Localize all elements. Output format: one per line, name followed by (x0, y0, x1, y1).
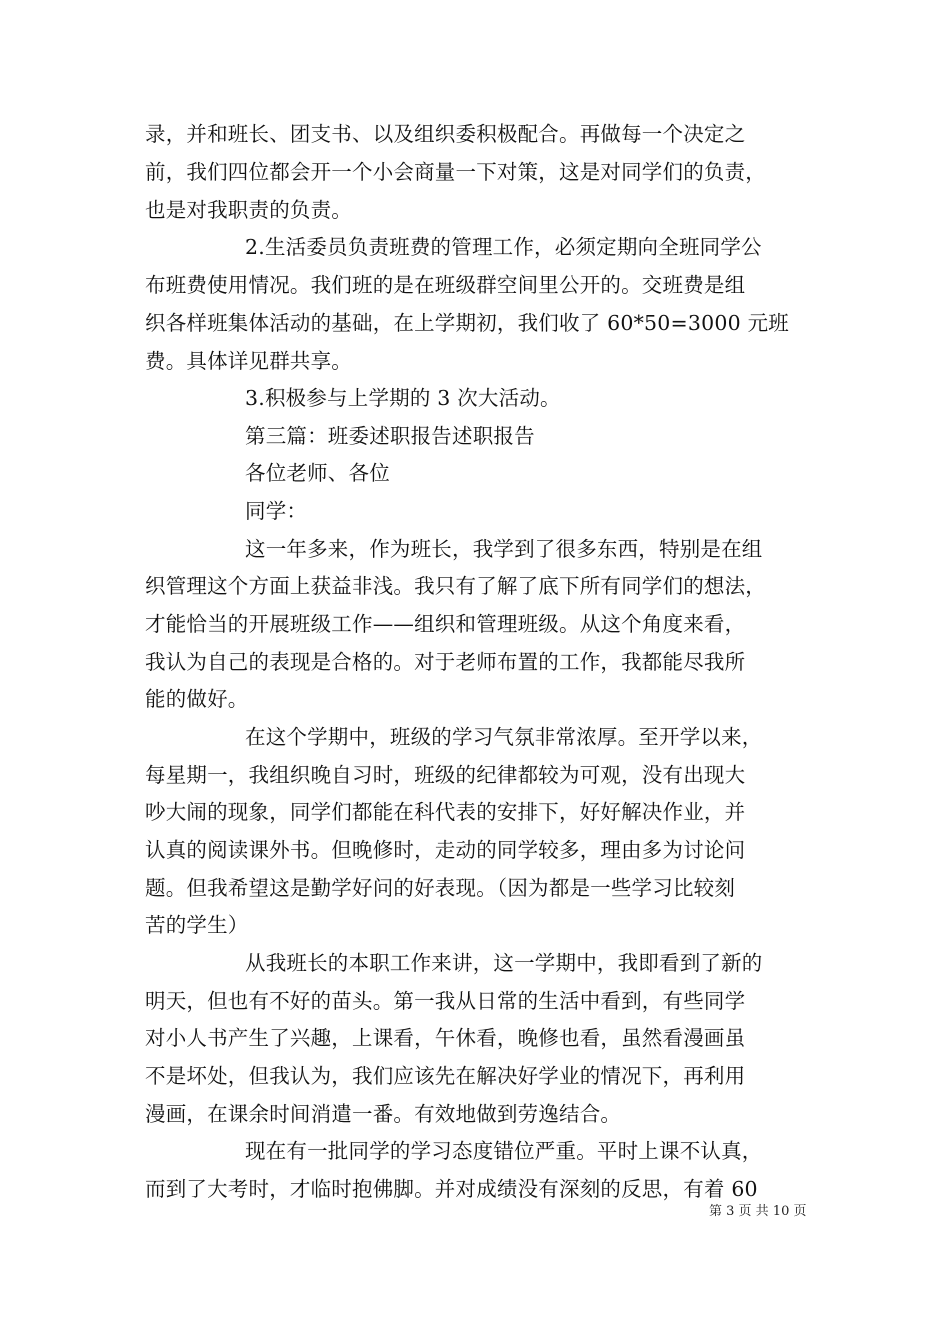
text-line: 布班费使用情况。我们班的是在班级群空间里公开的。交班费是组 (145, 273, 746, 297)
text-line: 现在有一批同学的学习态度错位严重。平时上课不认真， (245, 1139, 763, 1163)
text-line: 吵大闹的现象，同学们都能在科代表的安排下，好好解决作业，并 (145, 800, 746, 824)
text-line: 录，并和班长、团支书、以及组织委积极配合。再做每一个决定之 (145, 122, 746, 146)
text-line: 同学： (245, 499, 308, 523)
text-line: 而到了大考时，才临时抱佛脚。并对成绩没有深刻的反思，有着 60 (145, 1177, 758, 1201)
text-line: 漫画，在课余时间消遣一番。有效地做到劳逸结合。 (145, 1102, 622, 1126)
text-line: 我认为自己的表现是合格的。对于老师布置的工作，我都能尽我所 (145, 650, 746, 674)
page-number: 第 3 页 共 10 页 (709, 1204, 807, 1219)
text-line: 织管理这个方面上获益非浅。我只有了解了底下所有同学们的想法， (145, 574, 766, 598)
text-line: 对小人书产生了兴趣，上课看，午休看，晚修也看，虽然看漫画虽 (145, 1026, 746, 1050)
text-line: 每星期一，我组织晚自习时，班级的纪律都较为可观，没有出现大 (145, 763, 746, 787)
text-line: 明天，但也有不好的苗头。第一我从日常的生活中看到，有些同学 (145, 989, 746, 1013)
text-line: 苦的学生） (145, 913, 249, 937)
text-line: 费。具体详见群共享。 (145, 349, 352, 373)
text-line: 3.积极参与上学期的 3 次大活动。 (245, 386, 561, 410)
text-line: 前，我们四位都会开一个小会商量一下对策，这是对同学们的负责， (145, 160, 766, 184)
text-line: 第三篇：班委述职报告述职报告 (245, 424, 535, 448)
text-line: 从我班长的本职工作来讲，这一学期中，我即看到了新的 (245, 951, 763, 975)
text-line: 能的做好。 (145, 687, 249, 711)
text-line: 才能恰当的开展班级工作——组织和管理班级。从这个角度来看， (145, 612, 746, 636)
text-line: 2.生活委员负责班费的管理工作，必须定期向全班同学公 (245, 235, 762, 259)
text-line: 认真的阅读课外书。但晚修时，走动的同学较多，理由多为讨论问 (145, 838, 746, 862)
text-line: 题。但我希望这是勤学好问的好表现。（因为都是一些学习比较刻 (145, 876, 736, 900)
text-line: 这一年多来，作为班长，我学到了很多东西，特别是在组 (245, 537, 763, 561)
text-line: 织各样班集体活动的基础，在上学期初，我们收了 60*50=3000 元班 (145, 311, 789, 335)
text-line: 也是对我职责的负责。 (145, 198, 352, 222)
text-line: 各位老师、各位 (245, 461, 390, 485)
text-line: 在这个学期中，班级的学习气氛非常浓厚。至开学以来， (245, 725, 763, 749)
text-line: 不是坏处，但我认为，我们应该先在解决好学业的情况下，再利用 (145, 1064, 746, 1088)
